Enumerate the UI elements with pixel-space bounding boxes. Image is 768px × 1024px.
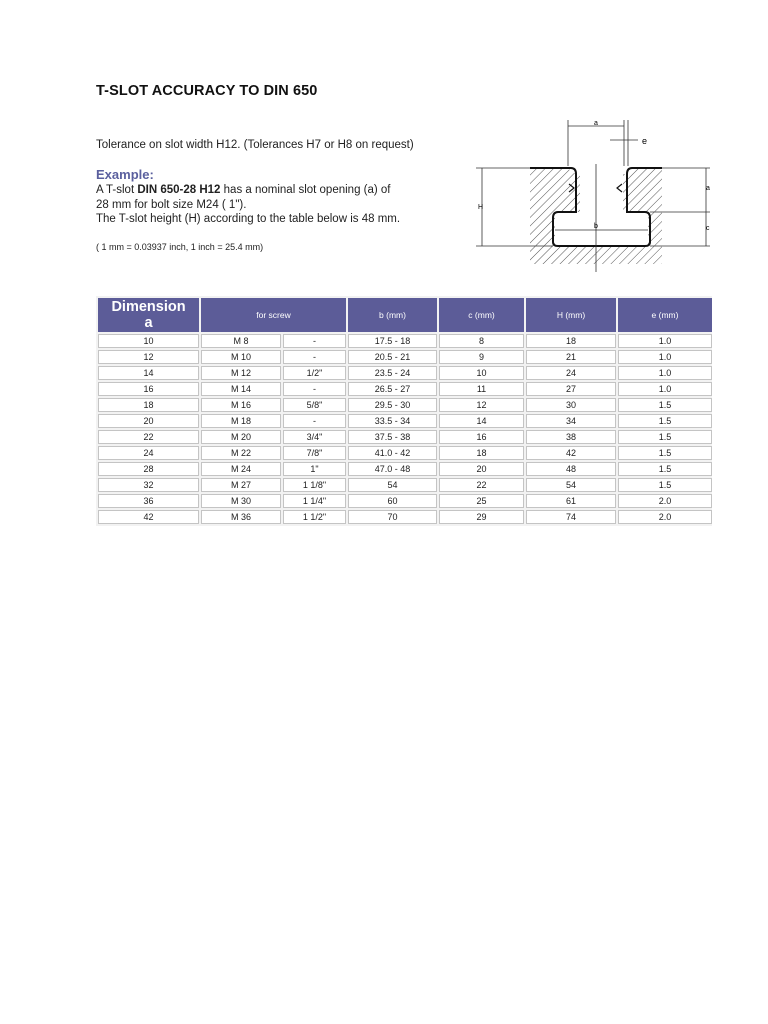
cell-h: 48 [526, 462, 616, 476]
cell-a: 16 [98, 382, 199, 396]
cell-e: 1.5 [618, 478, 712, 492]
cell-e: 1.5 [618, 462, 712, 476]
cell-inch: - [283, 414, 346, 428]
cell-m: M 18 [201, 414, 281, 428]
cell-m: M 30 [201, 494, 281, 508]
cell-c: 16 [439, 430, 524, 444]
cell-h: 24 [526, 366, 616, 380]
cell-c: 11 [439, 382, 524, 396]
cell-m: M 8 [201, 334, 281, 348]
dim-c-label: c [706, 225, 710, 232]
cell-m: M 16 [201, 398, 281, 412]
table-row [98, 478, 712, 492]
cell-a: 36 [98, 494, 199, 508]
example-designation: DIN 650-28 H12 [137, 184, 221, 196]
cell-inch: - [283, 350, 346, 364]
cell-a: 14 [98, 366, 199, 380]
cell-a: 42 [98, 510, 199, 524]
cell-h: 38 [526, 430, 616, 444]
cell-b: 41.0 - 42 [348, 446, 437, 460]
cell-inch: 5/8" [283, 398, 346, 412]
t-slot-diagram [470, 116, 710, 274]
cell-a: 10 [98, 334, 199, 348]
table-row [98, 510, 712, 524]
tolerance-note: Tolerance on slot width H12. (Tolerances H7 or H8 on request) [96, 139, 414, 151]
cell-a: 24 [98, 446, 199, 460]
header-dimension-line1: Dimension [111, 299, 186, 315]
cell-a: 22 [98, 430, 199, 444]
cell-inch: - [283, 334, 346, 348]
table-row [98, 446, 712, 460]
cell-c: 14 [439, 414, 524, 428]
cell-a: 32 [98, 478, 199, 492]
dim-a-label: a [594, 120, 598, 127]
example-line-1-post: has a nominal slot opening (a) of [220, 184, 391, 196]
header-e: e (mm) [618, 298, 712, 332]
cell-inch: 1 1/2" [283, 510, 346, 524]
header-dimension-line2: a [144, 315, 153, 331]
cell-h: 42 [526, 446, 616, 460]
cell-e: 1.5 [618, 446, 712, 460]
cell-m: M 10 [201, 350, 281, 364]
cell-b: 54 [348, 478, 437, 492]
cell-e: 2.0 [618, 510, 712, 524]
table-row [98, 350, 712, 364]
unit-conversion: ( 1 mm = 0.03937 inch, 1 inch = 25.4 mm) [96, 242, 264, 252]
header-for-screw: for screw [201, 298, 346, 332]
cell-inch: 7/8" [283, 446, 346, 460]
dim-a-right-label: a [706, 185, 710, 192]
cell-b: 26.5 - 27 [348, 382, 437, 396]
cell-c: 25 [439, 494, 524, 508]
cell-h: 34 [526, 414, 616, 428]
cell-inch: 3/4" [283, 430, 346, 444]
cell-c: 8 [439, 334, 524, 348]
cell-a: 20 [98, 414, 199, 428]
chamfer-mark-right [617, 184, 622, 192]
cell-m: M 22 [201, 446, 281, 460]
cell-e: 1.0 [618, 334, 712, 348]
cell-e: 2.0 [618, 494, 712, 508]
cell-b: 29.5 - 30 [348, 398, 437, 412]
cell-m: M 14 [201, 382, 281, 396]
cell-c: 20 [439, 462, 524, 476]
cell-a: 12 [98, 350, 199, 364]
example-line-1 [96, 183, 476, 198]
table-row [98, 430, 712, 444]
page-title: T-SLOT ACCURACY TO DIN 650 [96, 83, 318, 99]
table-row [98, 494, 712, 508]
table-header-row [98, 298, 712, 332]
cell-m: M 20 [201, 430, 281, 444]
table-row [98, 334, 712, 348]
example-line-3: The T-slot height (H) according to the table below is 48 mm. [96, 213, 401, 225]
cell-h: 18 [526, 334, 616, 348]
cell-m: M 36 [201, 510, 281, 524]
cell-b: 17.5 - 18 [348, 334, 437, 348]
table-row [98, 462, 712, 476]
cell-h: 61 [526, 494, 616, 508]
cell-h: 21 [526, 350, 616, 364]
cell-inch: 1" [283, 462, 346, 476]
table-body [98, 334, 712, 524]
dim-e-label: e [642, 136, 648, 146]
cell-h: 54 [526, 478, 616, 492]
header-c: c (mm) [439, 298, 524, 332]
example-line-2: 28 mm for bolt size M24 ( 1"). [96, 198, 247, 211]
cell-inch: - [283, 382, 346, 396]
cell-e: 1.0 [618, 350, 712, 364]
cell-m: M 24 [201, 462, 281, 476]
cell-b: 60 [348, 494, 437, 508]
cell-c: 29 [439, 510, 524, 524]
cell-m: M 27 [201, 478, 281, 492]
cell-e: 1.5 [618, 398, 712, 412]
example-body [96, 183, 476, 227]
cell-b: 23.5 - 24 [348, 366, 437, 380]
table-row [98, 398, 712, 412]
table-row [98, 414, 712, 428]
cell-inch: 1 1/4" [283, 494, 346, 508]
cell-a: 28 [98, 462, 199, 476]
cell-m: M 12 [201, 366, 281, 380]
header-b: b (mm) [348, 298, 437, 332]
dimension-table-container [96, 296, 712, 526]
cell-e: 1.0 [618, 366, 712, 380]
cell-c: 22 [439, 478, 524, 492]
cell-c: 9 [439, 350, 524, 364]
cell-c: 18 [439, 446, 524, 460]
cell-c: 10 [439, 366, 524, 380]
cell-inch: 1/2" [283, 366, 346, 380]
cell-inch: 1 1/8" [283, 478, 346, 492]
cell-c: 12 [439, 398, 524, 412]
cell-h: 30 [526, 398, 616, 412]
cell-h: 74 [526, 510, 616, 524]
cell-b: 37.5 - 38 [348, 430, 437, 444]
cell-b: 70 [348, 510, 437, 524]
example-line-1-pre: A T-slot [96, 184, 138, 196]
table-row [98, 382, 712, 396]
dim-h-label: H [478, 204, 484, 211]
header-h: H (mm) [526, 298, 616, 332]
cell-h: 27 [526, 382, 616, 396]
dimension-table [96, 296, 714, 526]
cell-b: 20.5 - 21 [348, 350, 437, 364]
cell-e: 1.5 [618, 430, 712, 444]
table-row [98, 366, 712, 380]
header-dimension [98, 298, 199, 332]
cell-b: 33.5 - 34 [348, 414, 437, 428]
cell-a: 18 [98, 398, 199, 412]
cell-b: 47.0 - 48 [348, 462, 437, 476]
dim-b-label: b [594, 223, 598, 230]
example-heading: Example: [96, 167, 154, 182]
cell-e: 1.5 [618, 414, 712, 428]
cell-e: 1.0 [618, 382, 712, 396]
